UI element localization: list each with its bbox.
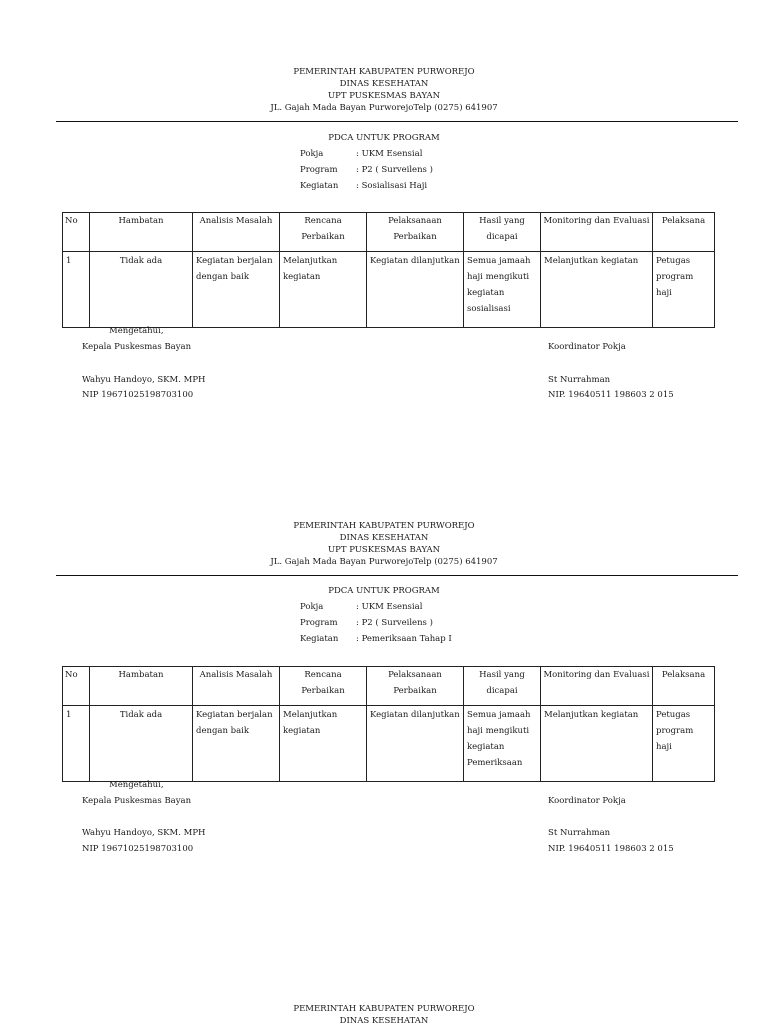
kepala-name: Wahyu Handoyo, SKM. MPH	[82, 375, 206, 385]
col-header-no: No	[63, 667, 90, 706]
cell-pelaksanaan: Kegiatan dilanjutkan	[367, 706, 464, 782]
pdca-table	[62, 212, 715, 328]
cell-hasil: Semua jamaah haji mengikuti kegiatan Pemeriksaan	[464, 706, 541, 782]
kepala-nip: NIP 19671025198703100	[82, 844, 194, 854]
kepala-name: Wahyu Handoyo, SKM. MPH	[82, 828, 206, 838]
kegiatan-label: Kegiatan	[300, 181, 339, 191]
kegiatan-value: : Pemeriksaan Tahap I	[356, 634, 452, 644]
col-header-analisis: Analisis Masalah	[193, 213, 280, 252]
pokja-value: : UKM Esensial	[356, 149, 423, 159]
col-header-hambatan: Hambatan	[90, 213, 193, 252]
header-department: DINAS KESEHATAN	[339, 79, 429, 89]
koordinator-name: St Nurrahman	[548, 375, 611, 385]
header-unit: UPT PUSKESMAS BAYAN	[327, 545, 441, 555]
program-value: : P2 ( Surveilens )	[356, 165, 433, 175]
header-government: PEMERINTAH KABUPATEN PURWOREJO	[293, 67, 475, 77]
col-header-analisis: Analisis Masalah	[193, 667, 280, 706]
letterhead	[0, 66, 768, 114]
cell-hambatan: Tidak ada	[90, 252, 193, 328]
header-department: DINAS KESEHATAN	[339, 533, 429, 543]
header-department: DINAS KESEHATAN	[339, 1016, 429, 1026]
form-title: PDCA UNTUK PROGRAM	[328, 133, 440, 143]
program-value: : P2 ( Surveilens )	[356, 618, 433, 628]
cell-hambatan: Tidak ada	[90, 706, 193, 782]
cell-rencana: Melanjutkan kegiatan	[280, 706, 367, 782]
koordinator-nip: NIP. 19640511 198603 2 015	[548, 844, 674, 854]
kegiatan-label: Kegiatan	[300, 634, 339, 644]
koordinator-name: St Nurrahman	[548, 828, 611, 838]
cell-analisis: Kegiatan berjalan dengan baik	[193, 252, 280, 328]
program-label: Program	[300, 165, 338, 175]
cell-monitoring: Melanjutkan kegiatan	[541, 252, 653, 328]
pokja-label: Pokja	[300, 149, 324, 159]
table-row	[63, 252, 715, 328]
col-header-hasil: Hasil yang dicapai	[464, 667, 541, 706]
mengetahui-label: Mengetahui,	[109, 326, 164, 336]
col-header-rencana: Rencana Perbaikan	[280, 213, 367, 252]
letterhead	[0, 1003, 768, 1027]
header-divider	[56, 575, 738, 576]
program-label: Program	[300, 618, 338, 628]
cell-hasil: Semua jamaah haji mengikuti kegiatan sosialisasi	[464, 252, 541, 328]
col-header-monitoring: Monitoring dan Evaluasi	[541, 667, 653, 706]
koordinator-title: Koordinator Pokja	[548, 342, 626, 352]
col-header-pelaksana: Pelaksana	[653, 213, 715, 252]
koordinator-nip: NIP. 19640511 198603 2 015	[548, 390, 674, 400]
letterhead	[0, 520, 768, 568]
pokja-label: Pokja	[300, 602, 324, 612]
kepala-title: Kepala Puskesmas Bayan	[82, 796, 192, 806]
header-address: JL. Gajah Mada Bayan PurworejoTelp (0275) 641907	[270, 557, 498, 567]
table-header-row	[63, 667, 715, 706]
table-header-row	[63, 213, 715, 252]
header-divider	[56, 121, 738, 122]
pdca-table	[62, 666, 715, 782]
cell-pelaksana: Petugas program haji	[653, 706, 715, 782]
header-address: JL. Gajah Mada Bayan PurworejoTelp (0275) 641907	[270, 103, 498, 113]
koordinator-title: Koordinator Pokja	[548, 796, 626, 806]
cell-no: 1	[63, 706, 90, 782]
cell-analisis: Kegiatan berjalan dengan baik	[193, 706, 280, 782]
cell-no: 1	[63, 252, 90, 328]
kegiatan-value: : Sosialisasi Haji	[356, 181, 428, 191]
col-header-monitoring: Monitoring dan Evaluasi	[541, 213, 653, 252]
pokja-value: : UKM Esensial	[356, 602, 423, 612]
table-row	[63, 706, 715, 782]
kepala-title: Kepala Puskesmas Bayan	[82, 342, 192, 352]
col-header-pelaksanaan: Pelaksanaan Perbaikan	[367, 667, 464, 706]
form-title: PDCA UNTUK PROGRAM	[328, 586, 440, 596]
col-header-hambatan: Hambatan	[90, 667, 193, 706]
header-government: PEMERINTAH KABUPATEN PURWOREJO	[293, 1004, 475, 1014]
col-header-hasil: Hasil yang dicapai	[464, 213, 541, 252]
col-header-no: No	[63, 213, 90, 252]
header-unit: UPT PUSKESMAS BAYAN	[327, 91, 441, 101]
cell-monitoring: Melanjutkan kegiatan	[541, 706, 653, 782]
cell-pelaksana: Petugas program haji	[653, 252, 715, 328]
kepala-nip: NIP 19671025198703100	[82, 390, 194, 400]
header-government: PEMERINTAH KABUPATEN PURWOREJO	[293, 521, 475, 531]
col-header-rencana: Rencana Perbaikan	[280, 667, 367, 706]
col-header-pelaksana: Pelaksana	[653, 667, 715, 706]
cell-rencana: Melanjutkan kegiatan	[280, 252, 367, 328]
mengetahui-label: Mengetahui,	[109, 780, 164, 790]
col-header-pelaksanaan: Pelaksanaan Perbaikan	[367, 213, 464, 252]
cell-pelaksanaan: Kegiatan dilanjutkan	[367, 252, 464, 328]
